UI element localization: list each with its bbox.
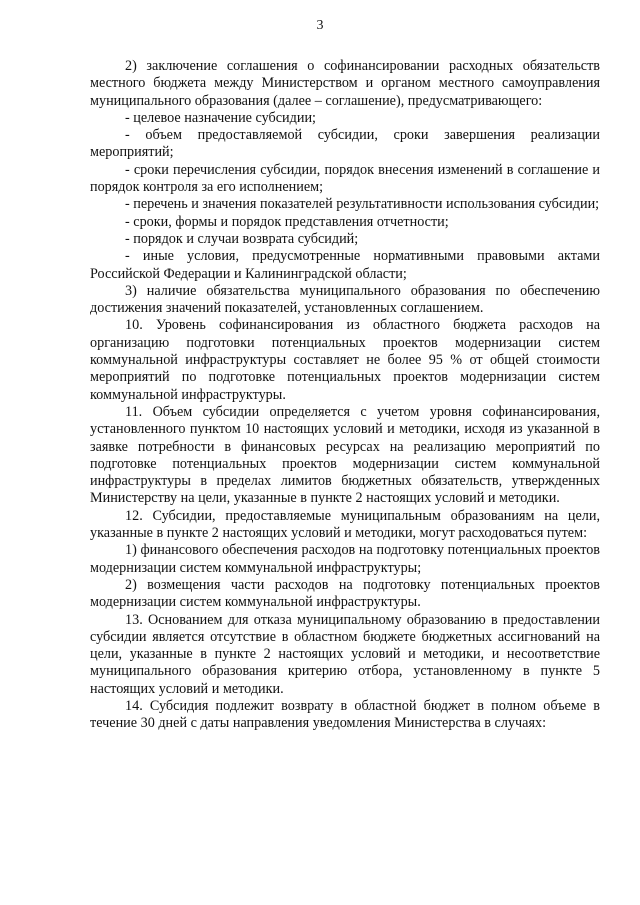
list-item-other-conditions: - иные условия, предусмотренные нормативными правовыми актами Российской Федерации и Калининградской области; <box>90 248 600 282</box>
list-item-reimbursement: 2) возмещения части расходов на подготовку потенциальных проектов модернизации систем коммунальной инфраструктуры. <box>90 576 600 611</box>
list-item-performance-indicators: - перечень и значения показателей результативности использования субсидии; <box>125 196 600 213</box>
paragraph-12-spending: 12. Субсидии, предоставляемые муниципальным образованиям на цели, указанные в пункте 2 настоящих условий и методики, могут расходоваться путем: <box>90 507 600 542</box>
list-item-subsidy-volume: - объем предоставляемой субсидии, сроки завершения реализации мероприятий; <box>90 127 600 161</box>
document-body <box>90 58 600 733</box>
list-item-financial-support: 1) финансового обеспечения расходов на подготовку потенциальных проектов модернизации систем коммунальной инфраструктуры; <box>90 542 600 576</box>
paragraph-3-obligation: 3) наличие обязательства муниципального образования по обеспечению достижения значений показателей, установленных соглашением. <box>90 282 600 317</box>
paragraph-2-agreement: 2) заключение соглашения о софинансировании расходных обязательств местного бюджета между Министерством и органом местного самоуправления муниципального образования (далее – соглашение), предусматривающего: <box>90 58 600 109</box>
list-item-transfer-terms: - сроки перечисления субсидии, порядок внесения изменений в соглашение и порядок контроля за его исполнением; <box>90 161 600 196</box>
paragraph-14-refund: 14. Субсидия подлежит возврату в областной бюджет в полном объеме в течение 30 дней с даты направления уведомления Министерства в случаях: <box>90 697 600 732</box>
list-item-target-purpose: - целевое назначение субсидии; <box>125 109 316 126</box>
list-item-refund-procedure: - порядок и случаи возврата субсидий; <box>125 230 359 247</box>
paragraph-10-cofinancing-level: 10. Уровень софинансирования из областного бюджета расходов на организацию подготовки потенциальных проектов модернизации систем коммунальной инфраструктуры составляет не более 95 % от общей стоимости мероприятий по подготовке потенциальных проектов модернизации систем коммунальной инфраструктуры. <box>90 317 600 403</box>
paragraph-11-subsidy-volume: 11. Объем субсидии определяется с учетом уровня софинансирования, установленного пунктом 10 настоящих условий и методики, исходя из указанной в заявке потребности в финансовых ресурсах на реализацию мероприятий по подготовке потенциальных проектов модернизации систем коммунальной инфраструктуры в пределах лимитов бюджетных обязательств, утвержденных Министерству на цели, указанные в пункте 2 настоящих условий и методики. <box>90 403 600 507</box>
page-number: 3 <box>316 18 324 33</box>
paragraph-13-refusal-grounds: 13. Основанием для отказа муниципальному образованию в предоставлении субсидии является отсутствие в областном бюджете бюджетных ассигнований на цели, указанные в пункте 2 настоящих условий и методики, и несоответствие муниципального образования критерию отбора, установленному в пункте 5 настоящих условий и методики. <box>90 611 600 697</box>
list-item-reporting: - сроки, формы и порядок представления отчетности; <box>125 213 449 230</box>
